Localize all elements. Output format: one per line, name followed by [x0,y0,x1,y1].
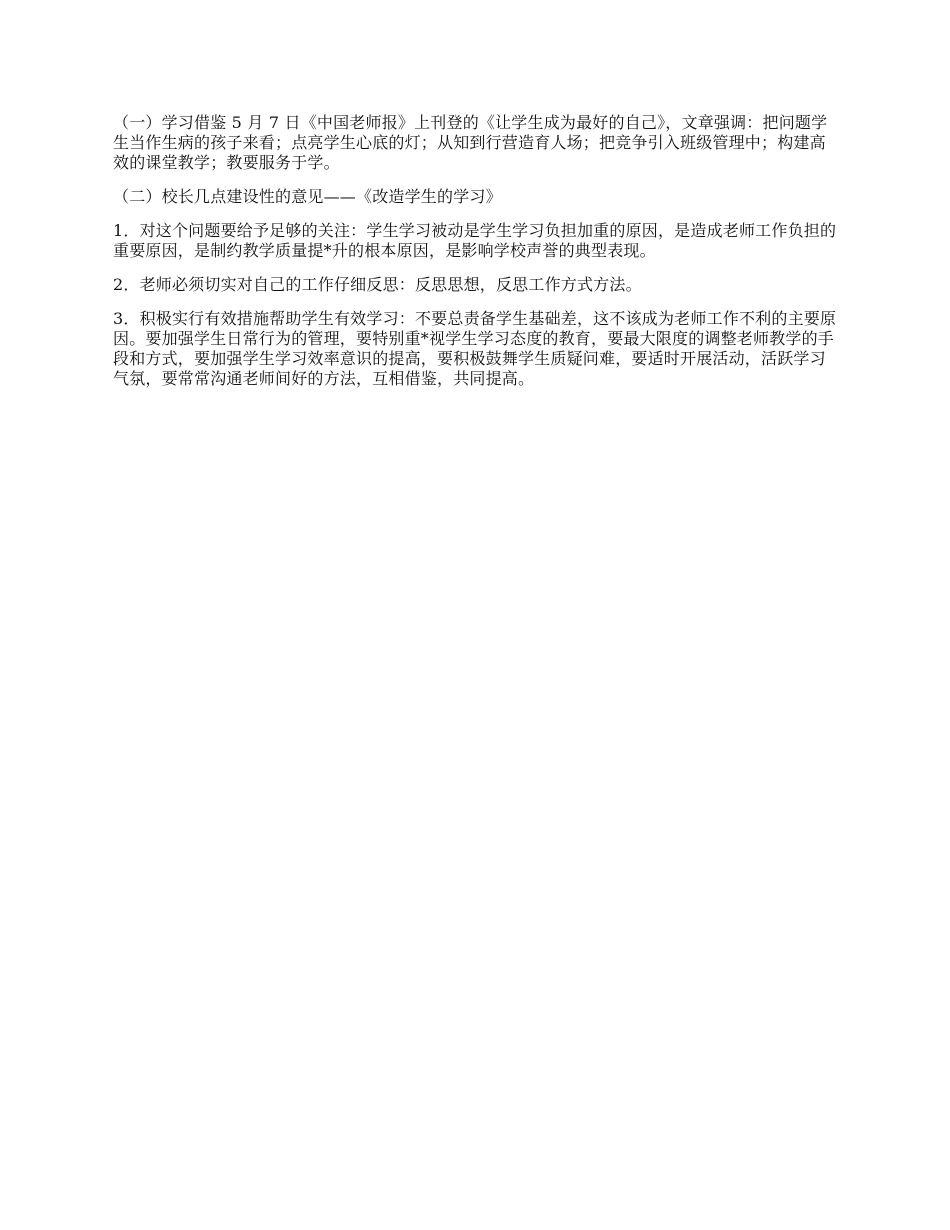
paragraph-point-three: 3．积极实行有效措施帮助学生有效学习：不要总责备学生基础差，这不该成为老师工作不利的主要原因。要加强学生日常行为的管理，要特别重*视学生学习态度的教育，要最大限度的调整老师教学的手段和方式，要加强学生学习效率意识的提高，要积极鼓舞学生质疑问难，要适时开展活动，活跃学习气氛，要常常沟通老师间好的方法，互相借鉴，共同提高。 [113,309,837,388]
paragraph-section-two-heading: （二）校长几点建设性的意见——《改造学生的学习》 [113,187,502,206]
paragraph-point-two: 2．老师必须切实对自己的工作仔细反思：反思思想，反思工作方式方法。 [113,275,642,294]
paragraph-point-one: 1．对这个问题要给予足够的关注：学生学习被动是学生学习负担加重的原因，是造成老师工作负担的重要原因，是制约教学质量提*升的根本原因，是影响学校声誉的典型表现。 [113,221,837,260]
paragraph-section-one: （一）学习借鉴 5 月 7 日《中国老师报》上刊登的《让学生成为最好的自己》，文章强调：把问题学生当作生病的孩子来看；点亮学生心底的灯；从知到行营造育人场；把竞争引入班级管理中；构建高效的课堂教学；教要服务于学。 [113,113,828,172]
document-body [113,113,840,403]
